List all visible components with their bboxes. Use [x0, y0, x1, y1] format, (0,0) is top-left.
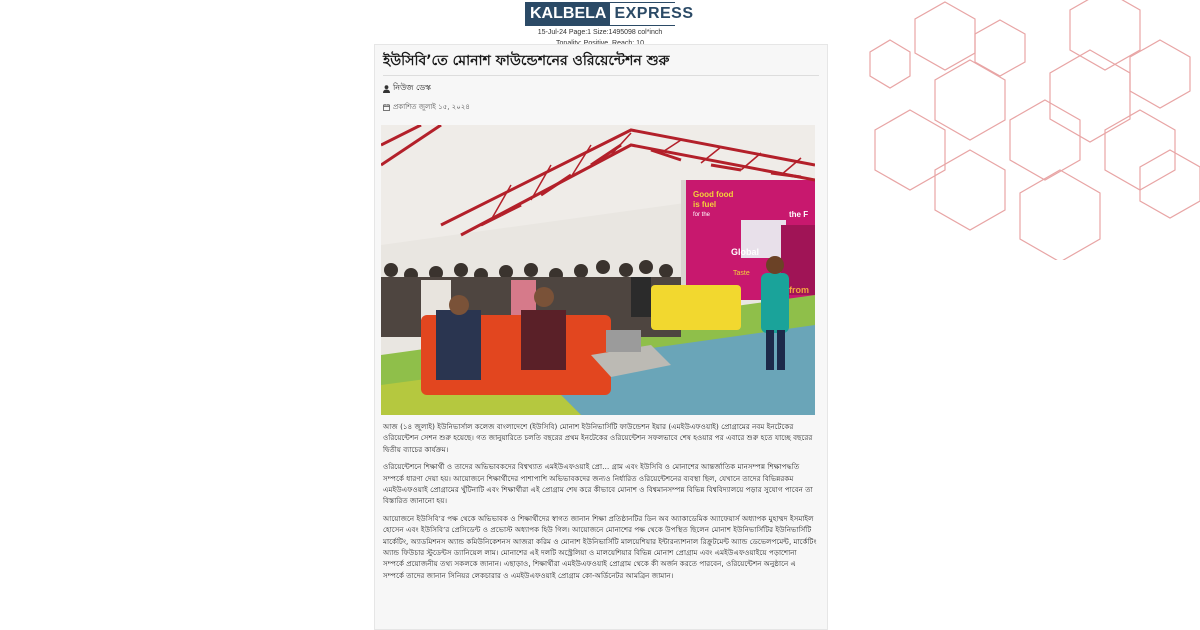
article-paragraph: আজ (১৪ জুলাই) ইউনিভার্সাল কলেজ বাংলাদেশে (ইউসিবি) মোনাশ ইউনিভার্সিটি ফাউন্ডেশন ইয়ার (এমইউএফওয়াই) প্রোগ্রামের নবম ইনটেকের ওরিয়েন্টেশন সেশন শুরু হয়েছে। গত জানুয়ারিতে চলতি বছরের প্রথম ইনটেকের ওরিয়েন্টেশন সফলভাবে শেষ হওয়ার পর এবারে শুরু হতে যাচ্ছে বছরের দ্বিতীয় ব্যাচের কার্যক্রম।: [383, 422, 813, 454]
clipping-meta-line-1: 15-Jul-24 Page:1 Size:1495098 col*inch: [537, 29, 663, 36]
wall-text-6: the F: [789, 210, 809, 219]
article-date: [383, 101, 470, 113]
author-name: নিউজ ডেস্ক: [393, 83, 431, 92]
presenter: [761, 273, 789, 333]
news-article: [374, 44, 828, 630]
person-icon: [383, 85, 390, 93]
calendar-icon: [383, 104, 390, 111]
headline-divider: [383, 75, 819, 76]
wall-text-1: Good food: [693, 190, 734, 199]
publish-date: প্রকাশিত জুলাই ১৫, ২০২৪: [393, 103, 470, 111]
article-headline: ইউসিবি’তে মোনাশ ফাউন্ডেশনের ওরিয়েন্টেশন শুরু: [383, 53, 670, 69]
yellow-sofa: [651, 285, 741, 330]
wall-text-2: is fuel: [693, 200, 717, 209]
wall-text-7: from: [789, 285, 809, 295]
hexagon-decoration: [850, 0, 1200, 260]
wall-text-4: Global: [731, 247, 760, 257]
publication-masthead: [525, 2, 694, 48]
publication-logo: [525, 2, 694, 26]
article-author: [383, 82, 431, 95]
article-paragraph: ওরিয়েন্টেশনে শিক্ষার্থী ও তাদের অভিভাবকদের বিশ্বখ্যাত এমইউএফওয়াই প্রো… গ্রাম এবং ইউসিবি ও মোনাশের আন্তর্জাতিক মানসম্পন্ন শিক্ষাপদ্ধতি সম্পর্কে ধারণা দেয়া হয়। আয়োজনে শিক্ষার্থীদের পাশাপাশি অভিভাবকদের জন্যও নির্ধারিত ওরিয়েন্টেশনের ব্যবস্থা ছিল, যেখানে তাদের বিভিন্নরকম এমইউএফওয়াই প্রোগ্রামের খুঁটিনাটি এবং শিক্ষার্থীরা এই প্রোগ্রাম শেষ করে কীভাবে মোনাশ ও বিশ্বমানসম্পন্ন বিভিন্ন বিশ্ববিদ্যালয়ে পড়ার সুযোগ পাবেন তা বিস্তারিত জানানো হয়।: [383, 462, 813, 506]
wall-text-5: Taste: [733, 270, 750, 277]
logo-text-primary: KALBELA: [526, 3, 610, 25]
article-body: [383, 421, 819, 587]
logo-text-secondary: EXPRESS: [610, 3, 697, 25]
wall-text-3: for the: [693, 212, 711, 218]
article-photo: [381, 125, 815, 415]
article-paragraph: আয়োজনে ইউসিবি’র পক্ষ থেকে অভিভাবক ও শিক্ষার্থীদের স্বাগত জানান শিক্ষা প্রতিষ্ঠানটির ডিন অব অ্যাকাডেমিক অ্যাফেয়ার্স অধ্যাপক মুহাম্মদ ইসমাইল হোসেন এবং ইউসিবি’র প্রেসিডেন্ট ও প্রভোস্ট অধ্যাপক হিউ গিল। আয়োজনে মোনাশের পক্ষ থেকে উপস্থিত ছিলেন মোনাশ ইউনিভার্সিটির ইউনিভার্সিটি মার্কেটিং, অ্যাডমিশনস অ্যান্ড কমিউনিকেশনস আজরা করিম ও মোনাশ ইউনিভার্সিটি মালয়েশিয়ার ইন্টারন্যাশনাল রিক্রুটমেন্ট অ্যান্ড ডেভেলপমেন্ট, মার্কেটিং অ্যান্ড ফিউচার স্টুডেন্টস ড্যানিয়েল লাম। মোনাশের এই দলটি অস্ট্রেলিয়া ও মালয়েশিয়ার বিভিন্ন মোনাশ প্রোগ্রাম এবং এমইউএফওয়াইয়ে পড়াশোনা সম্পর্কে প্রয়োজনীয় তথ্য সকলকে জানান। এছাড়াও, শিক্ষার্থীরা এমইউএফওয়াই প্রোগ্রাম থেকে কী অর্জন করতে পারবেন, ওরিয়েন্টেশন অনুষ্ঠানে এ সম্পর্কে তাদের জানান সিনিয়র লেকচারার ও এমইউএফওয়াই প্রোগ্রাম কো-অর্ডিনেটর আমব্রিন জামান।: [383, 513, 817, 580]
